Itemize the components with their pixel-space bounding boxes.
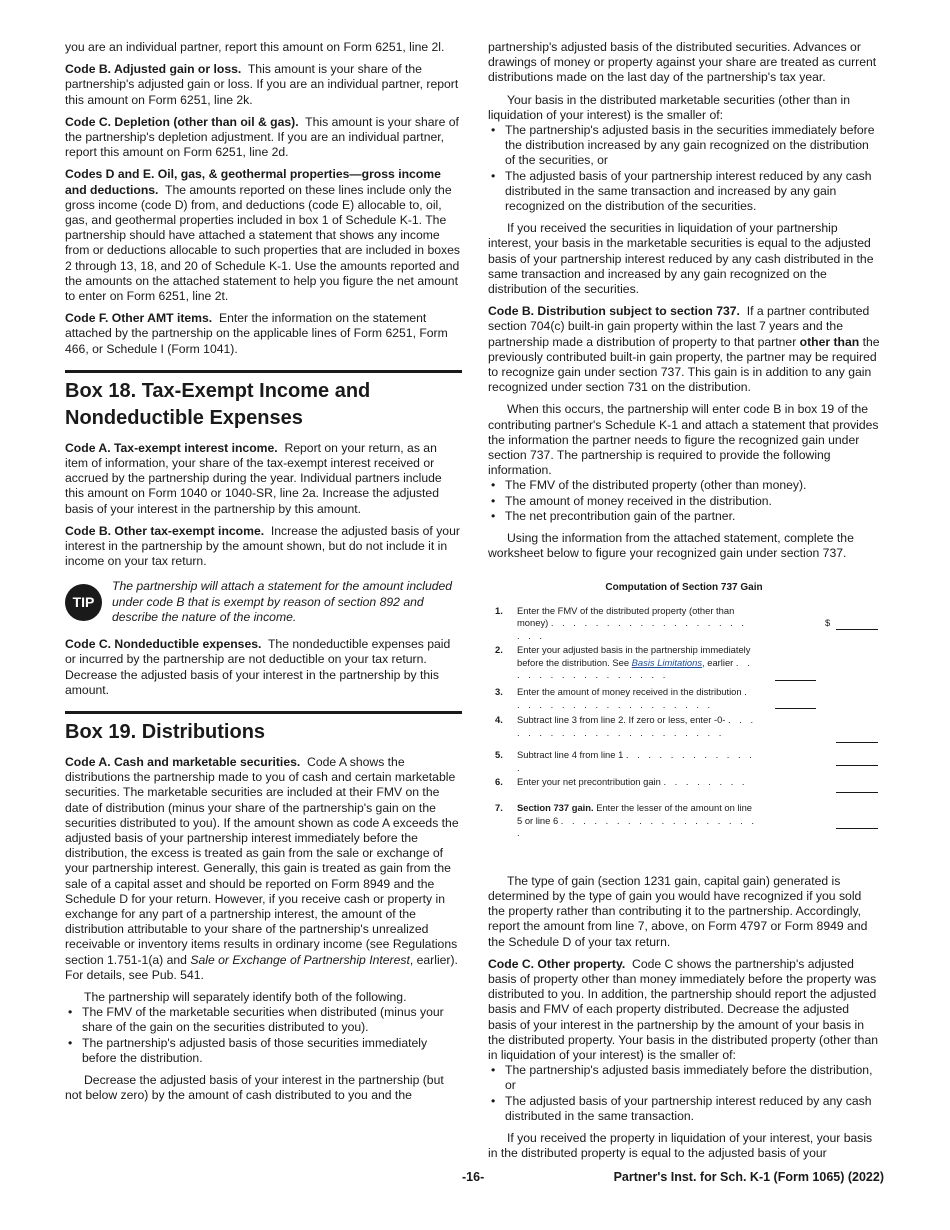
paragraph: If you received the property in liquidation of your interest, your basis in the distributed property is equal to the adjusted basis of your: [488, 1130, 873, 1161]
code-b-section-737: Code B. Distribution subject to section 737. If a partner contributed section 704(c) built-in gain property within the last 7 years and the partnership made a distribution of property to that partner other than the previously contributed built-in gain property, the partner may be required to recognize gain under section 737. This gain is in addition to any gain recognized under section 731 on the distribution.: [488, 304, 880, 395]
list-item: • The partnership's adjusted basis immediately before the distribution, or: [488, 1063, 880, 1093]
bullet-list: [488, 478, 880, 524]
box-18-heading: Box 18. Tax-Exempt Income and Nondeductible Expenses: [65, 370, 462, 432]
worksheet-line-3: 3. Enter the amount of money received in the distribution . . . . . . . . . . . . . . . . . . .: [488, 686, 880, 712]
footer-title: Partner's Inst. for Sch. K-1 (Form 1065) (2022): [613, 1170, 884, 1184]
code-c-other-property: Code C. Other property. Code C shows the partnership's adjusted basis of property other than money immediately before the property was distributed to you. In addition, the partnership should report the adjusted basis and FMV of each property distributed. Decrease the adjusted basis of your interest in the partnership by the amount of your basis in the distributed property. Your basis in the distributed property (other than in liquidation of your interest) is the smaller of:: [488, 956, 879, 1062]
paragraph: When this occurs, the partnership will enter code B in box 19 of the contributing partner's Schedule K-1 and attach a statement that provides the information the partner needs to figure the recognized gain under section 737. The partnership is required to provide the following information.: [488, 402, 879, 478]
amount-field-line-5[interactable]: [836, 765, 878, 766]
codes-d-e-oil-gas: Codes D and E. Oil, gas, & geothermal properties—gross income and deductions. The amounts reported on these lines include only the gross income (code D) from, and deductions (code E) allocable to, oil, gas, and geothermal properties included in box 1 of Schedule K-1. The partnership should have attached a statement that shows any income from or deductions allocable to such properties that are included in boxes 2 through 13, 18, and 20 of Schedule K-1. Use the amounts reported and the amounts on the attached statement to help you figure the net amount to enter on Form 6251, line 2t.: [65, 167, 460, 304]
amount-field-line-4[interactable]: [836, 742, 878, 743]
amount-field-line-6[interactable]: [836, 792, 878, 793]
amount-field-line-3[interactable]: [775, 708, 816, 709]
code-c-depletion: Code C. Depletion (other than oil & gas). This amount is your share of the partnership's depletion adjustment. If you are an individual partner, report this amount on Form 6251, line 2d.: [65, 114, 459, 160]
code-f-other-amt: Code F. Other AMT items. Enter the information on the statement attached by the partnership on the applicable lines of Form 6251, Form 466, or Schedule I (Form 1041).: [65, 311, 448, 356]
bullet-list: [488, 123, 880, 214]
bullet-list: [65, 1005, 462, 1066]
box18-code-c: Code C. Nondeductible expenses. The nondeductible expenses paid or incurred by the partnership are not deductible on your tax return. Decrease the adjusted basis of your interest in the partnership by this amount.: [65, 637, 451, 697]
code-b-adjusted-gain: Code B. Adjusted gain or loss. This amount is your share of the partnership's adjusted gain or loss. If you are an individual partner, report this amount on Form 6251, line 2k.: [65, 62, 459, 107]
worksheet-line-2: 2. Enter your adjusted basis in the partnership immediately before the distribution. See Basis Limitations, earlier . . . . . . . . . . . . . . . .: [488, 644, 880, 684]
amount-field-line-2[interactable]: [775, 680, 816, 681]
tip-callout: [65, 579, 462, 625]
paragraph: The type of gain (section 1231 gain, capital gain) generated is determined by the type of gain you would have recognized if you sold the property rather than contributing it to the partnership. Accordingly, report the amount from line 7, above, on Form 4797 or Form 8949 and the Schedule D of your tax return.: [488, 873, 868, 949]
list-item: • The amount of money received in the distribution.: [488, 494, 880, 509]
list-item: • The partnership's adjusted basis in the securities immediately before the distribution increased by any gain recognized on the distribution of the securities, or: [488, 123, 880, 169]
amount-field-line-1[interactable]: [836, 629, 878, 630]
section-737-worksheet: [488, 580, 880, 840]
bullet-list: [488, 1063, 880, 1124]
right-column: [488, 40, 880, 1168]
box19-code-a: Code A. Cash and marketable securities. Code A shows the distributions the partnership made to you of cash and certain marketable securities. The marketable securities are included at their FMV on the date of distribution (minus your share of the partnership's gain on the securities distributed to you). If the amount shown as code A exceeds the adjusted basis of your partnership interest immediately before the distribution, the excess is treated as gain from the sale or exchange of your partnership interest. Generally, this gain is treated as gain from the sale of a capital asset and should be reported on Form 8949 and the Schedule D for your return. However, if you receive cash or property in exchange for any part of a partnership interest, the amount of the distribution attributable to your share of the partnership's unrealized receivable or inventory items results in ordinary income (see Regulations section 1.751-1(a) and Sale or Exchange of Partnership Interest, earlier). For details, see Pub. 541.: [65, 754, 459, 982]
list-item: • The adjusted basis of your partnership interest reduced by any cash distributed in the same transaction.: [488, 1094, 880, 1124]
worksheet-title: Computation of Section 737 Gain: [605, 581, 763, 593]
paragraph: you are an individual partner, report this amount on Form 6251, line 2l.: [65, 40, 445, 54]
dollar-sign: $: [825, 616, 831, 628]
box18-code-b: Code B. Other tax-exempt income. Increase the adjusted basis of your interest in the partnership by the amount shown, but do not include it in income on your tax return.: [65, 523, 460, 569]
worksheet-line-5: 5. Subtract line 4 from line 1 . . . . . . . . . . . . .: [488, 749, 880, 774]
paragraph: Using the information from the attached statement, complete the worksheet below to figure your recognized gain under section 737.: [488, 531, 854, 561]
worksheet-line-4: 4. Subtract line 3 from line 2. If zero or less, enter -0- . . . . . . . . . . . . . . . . . . . . . .: [488, 714, 880, 747]
basis-limitations-link[interactable]: Basis Limitations: [631, 656, 703, 668]
list-item: • The FMV of the marketable securities when distributed (minus your share of the gain on the securities distributed to you).: [65, 1005, 462, 1035]
box-19-heading: Box 19. Distributions: [65, 711, 462, 746]
paragraph: The partnership will separately identify both of the following.: [84, 989, 407, 1004]
list-item: • The partnership's adjusted basis of those securities immediately before the distribution.: [65, 1036, 462, 1066]
worksheet-line-1: 1. Enter the FMV of the distributed property (other than money) . . . . . . . . . . . . . . . . . . . . . $: [488, 605, 880, 643]
tip-text: The partnership will attach a statement for the amount included under code B that is exempt by reason of section 892 and describe the nature of the income.: [112, 579, 453, 624]
amount-field-line-7[interactable]: [836, 828, 878, 829]
list-item: • The adjusted basis of your partnership interest reduced by any cash distributed in the same transaction and increased by any gain recognized on the distribution of the securities.: [488, 169, 880, 215]
worksheet-line-7: 7. Section 737 gain. Enter the lesser of the amount on line 5 or line 6 . . . . . . . . . . . . . . . . . . .: [488, 802, 880, 840]
box18-code-a: Code A. Tax-exempt interest income. Report on your return, as an item of information, your share of the tax-exempt interest received or accrued by the partnership during the year. Individual partners include this amount on Form 1040 or 1040-SR, line 2a. Increase the adjusted basis of your interest in the partnership by this amount.: [65, 440, 442, 516]
left-column: [65, 40, 462, 1110]
worksheet-line-6: 6. Enter your net precontribution gain . . . . . . . .: [488, 776, 880, 800]
tip-icon: TIP: [65, 584, 102, 621]
list-item: • The FMV of the distributed property (other than money).: [488, 478, 880, 493]
list-item: • The net precontribution gain of the partner.: [488, 509, 880, 524]
paragraph: Decrease the adjusted basis of your interest in the partnership (but not below zero) by the amount of cash distributed to you and the: [65, 1072, 444, 1103]
paragraph: If you received the securities in liquidation of your partnership interest, your basis in the marketable securities is equal to the adjusted basis of your partnership interest reduced by any cash distributed in the same transaction and increased by any gain recognized on the distribution of the securities.: [488, 221, 874, 297]
paragraph: partnership's adjusted basis of the distributed securities. Advances or drawings of money or property against your share are treated as current distributions made on the last day of the partnership's tax year.: [488, 40, 877, 85]
page-number: -16-: [462, 1170, 485, 1184]
paragraph: Your basis in the distributed marketable securities (other than in liquidation of your interest) is the smaller of:: [488, 92, 851, 122]
